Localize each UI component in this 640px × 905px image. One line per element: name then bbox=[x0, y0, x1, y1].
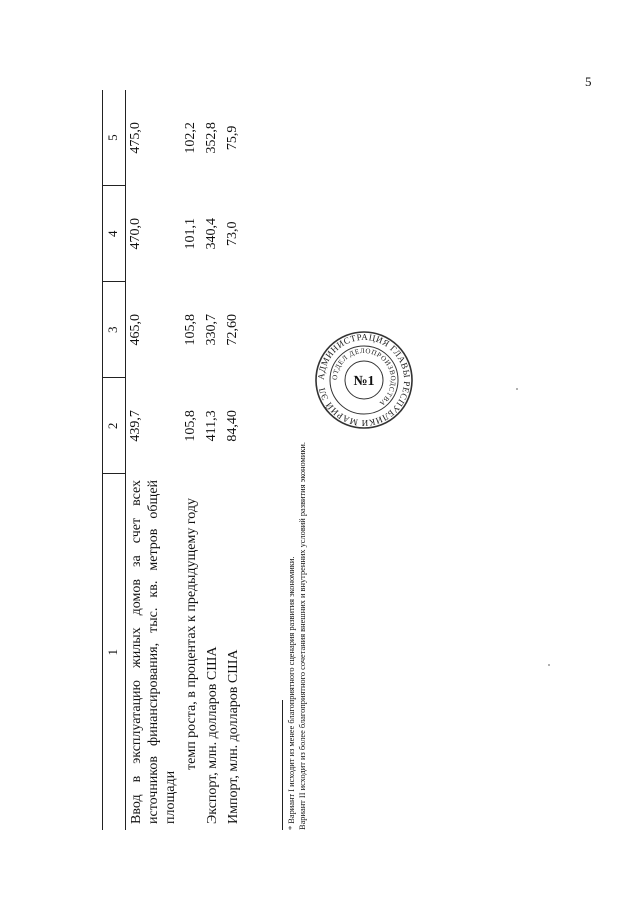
footnotes bbox=[282, 442, 308, 830]
official-seal-stamp bbox=[314, 330, 414, 430]
row-label: Экспорт, млн. долларов США bbox=[205, 646, 220, 824]
table-row bbox=[126, 90, 182, 830]
cell-value: 330,7 bbox=[204, 314, 219, 346]
row-label: темп роста, в процентах к предыдущему году bbox=[184, 498, 199, 770]
cell-value: 84,40 bbox=[225, 410, 240, 442]
footnote-rule bbox=[282, 700, 283, 830]
table-header-cell: 5 bbox=[103, 90, 126, 186]
cell-value: 475,0 bbox=[128, 122, 143, 154]
cell-value: 102,2 bbox=[183, 122, 198, 154]
cell-value: 105,8 bbox=[183, 314, 198, 346]
seal-outer-text: АДМИНИСТРАЦИЯ ГЛАВЫ РЕСПУБЛИКИ МАРИЙ ЭЛ bbox=[315, 331, 413, 429]
table-row bbox=[181, 90, 202, 830]
table-header-cell: 3 bbox=[103, 282, 126, 378]
footnote: * Вариант I исходит из менее благоприятного сценария развития экономики. bbox=[287, 556, 296, 830]
table-row bbox=[202, 90, 223, 830]
row-label: Ввод в эксплуатацию жилых домов за счет всех источников финансирования, тыс. кв. метров общей площади bbox=[129, 479, 178, 824]
table-header-cell: 4 bbox=[103, 186, 126, 282]
row-label: Импорт, млн. долларов США bbox=[226, 649, 241, 824]
cell-value: 340,4 bbox=[204, 217, 219, 250]
cell-value: 352,8 bbox=[204, 122, 219, 154]
seal-icon bbox=[314, 330, 414, 430]
scan-speck bbox=[516, 388, 518, 390]
table-header-row bbox=[103, 90, 126, 830]
table-header-cell: 1 bbox=[103, 474, 126, 830]
cell-value: 470,0 bbox=[128, 217, 143, 250]
cell-value: 75,9 bbox=[225, 125, 240, 151]
table-header-cell: 2 bbox=[103, 378, 126, 474]
scan-speck bbox=[548, 664, 550, 666]
table-row bbox=[223, 90, 244, 830]
cell-value: 73,0 bbox=[225, 221, 240, 246]
cell-value: 465,0 bbox=[128, 314, 143, 346]
cell-value: 72,60 bbox=[225, 314, 240, 346]
footnote: Вариант II исходит из более благоприятного сочетания внешних и внутренних условий развития экономики. bbox=[298, 442, 307, 830]
cell-value: 105,8 bbox=[183, 410, 198, 442]
cell-value: 439,7 bbox=[128, 410, 143, 442]
seal-center-text: №1 bbox=[353, 374, 375, 389]
page-number: 5 bbox=[585, 74, 592, 89]
forecast-table bbox=[102, 90, 244, 830]
rotated-page-content bbox=[90, 90, 413, 830]
seal-inner-text: ОТДЕЛ ДЕЛОПРОИЗВОДСТВА bbox=[330, 346, 398, 408]
cell-value: 101,1 bbox=[183, 217, 198, 250]
cell-value: 411,3 bbox=[204, 410, 219, 442]
